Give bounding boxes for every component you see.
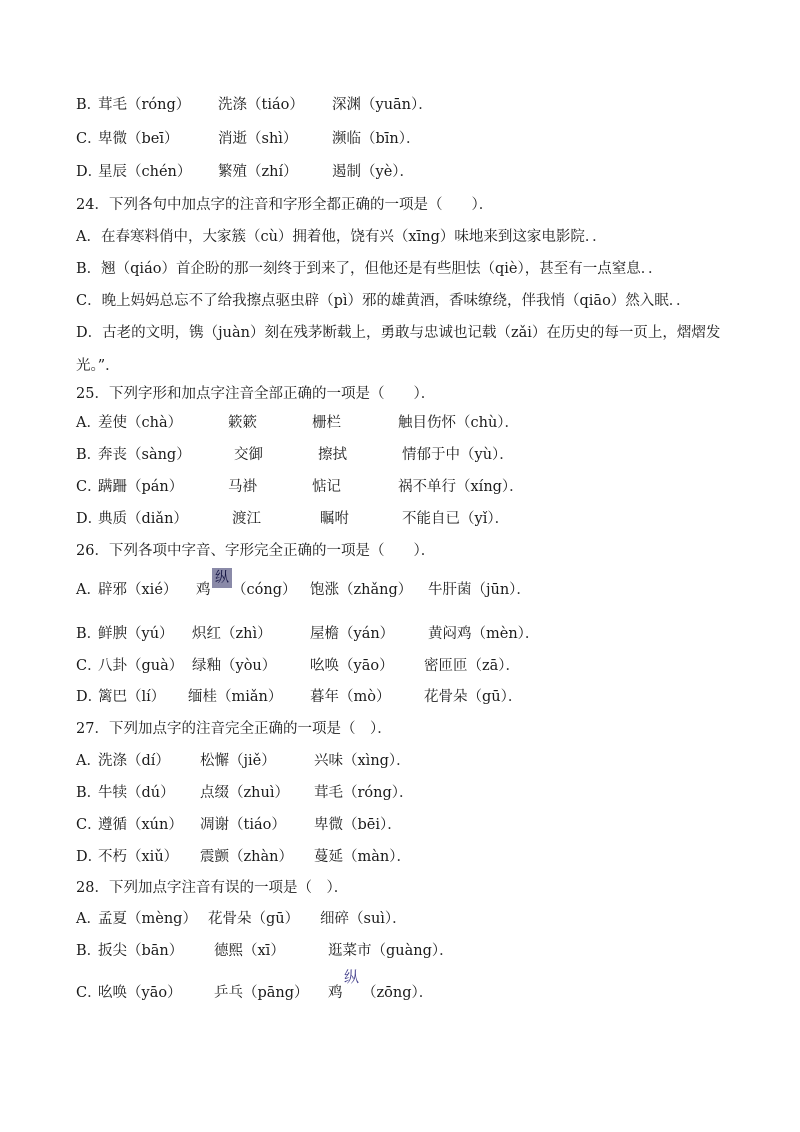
option-letter: D． bbox=[76, 689, 103, 705]
stamp-character: 纵 bbox=[212, 568, 232, 588]
word-item: 交御 bbox=[234, 447, 263, 463]
word-item: 茸毛（róng）． bbox=[314, 785, 414, 801]
word-item: 消逝（shì） bbox=[218, 131, 298, 147]
stamp-character: 纵 bbox=[344, 968, 360, 986]
option-letter: B． bbox=[76, 626, 102, 642]
word-item: 八卦（guà） bbox=[98, 658, 184, 674]
word-item: 不朽（xiǔ） bbox=[98, 849, 179, 865]
word-item: 深渊（yuān）． bbox=[332, 97, 433, 113]
word-item: 松懈（jiě） bbox=[200, 753, 276, 769]
word-item: 暮年（mò） bbox=[310, 689, 391, 705]
word-item: 奔丧（sàng） bbox=[98, 447, 191, 463]
word-item: 瞩咐 bbox=[320, 511, 349, 527]
word-item: 炽红（zhì） bbox=[192, 626, 272, 642]
option-d-q24-cont: 光。”． bbox=[76, 358, 120, 374]
word-item: 鸡 bbox=[196, 582, 211, 598]
word-item: 花骨朵（gū） bbox=[208, 911, 300, 927]
word-item: 兴味（xìng）． bbox=[314, 753, 411, 769]
option-letter: B． bbox=[76, 447, 102, 463]
word-item: 遵循（xún） bbox=[98, 817, 183, 833]
word-item: 绿釉（yòu） bbox=[192, 658, 277, 674]
word-item: 蹒跚（pán） bbox=[98, 479, 184, 495]
word-item: 不能自已（yǐ）． bbox=[402, 511, 510, 527]
word-item: 黄闷鸡（mèn）． bbox=[428, 626, 540, 642]
word-item: 吆唤（yāo） bbox=[310, 658, 394, 674]
word-item: 洗涤（dí） bbox=[98, 753, 170, 769]
word-item: 渡江 bbox=[232, 511, 261, 527]
word-item: 马褂 bbox=[228, 479, 257, 495]
word-item: 鲜腴（yú） bbox=[98, 626, 174, 642]
word-item: 遏制（yè）． bbox=[332, 164, 415, 180]
question-24: 24．下列各句中加点字的注音和字形全都正确的一项是（ ）． bbox=[76, 197, 494, 213]
option-letter: A． bbox=[76, 911, 101, 927]
word-item: 差使（chà） bbox=[98, 415, 183, 431]
option-letter: B． bbox=[76, 943, 102, 959]
word-item: 缅桂（miǎn） bbox=[188, 689, 283, 705]
option-letter: D． bbox=[76, 849, 103, 865]
word-item: 繁殖（zhí） bbox=[218, 164, 298, 180]
word-item: 饱涨（zhǎng） bbox=[310, 582, 413, 598]
word-item: 点缀（zhuì） bbox=[200, 785, 289, 801]
option-b-q24: B．翘（qiáo）首企盼的那一刻终于到来了，但他还是有些胆怯（qiè），甚至有一点窒息．． bbox=[76, 261, 663, 277]
option-letter: C． bbox=[76, 658, 102, 674]
question-25: 25．下列字形和加点字注音全部正确的一项是（ ）． bbox=[76, 386, 436, 402]
option-letter: B． bbox=[76, 97, 102, 113]
option-letter: C． bbox=[76, 985, 102, 1001]
word-item: 典质（diǎn） bbox=[98, 511, 188, 527]
option-letter: C． bbox=[76, 131, 102, 147]
word-item: 茸毛（róng） bbox=[98, 97, 191, 113]
word-item: 簌簌 bbox=[228, 415, 257, 431]
word-item: 花骨朵（gū）． bbox=[424, 689, 523, 705]
word-item: 吆唤（yāo） bbox=[98, 985, 182, 1001]
word-item: 擦拭 bbox=[318, 447, 347, 463]
word-item: 触目伤怀（chù）． bbox=[398, 415, 520, 431]
word-item: （cóng） bbox=[232, 582, 297, 598]
word-item: 卑微（beī） bbox=[98, 131, 179, 147]
word-item: 凋谢（tiáo） bbox=[200, 817, 286, 833]
word-item: 卑微（bēi）． bbox=[314, 817, 402, 833]
word-item: 密匝匝（zā）． bbox=[424, 658, 521, 674]
question-27: 27．下列加点字的注音完全正确的一项是（ ）． bbox=[76, 721, 392, 737]
word-item: 孟夏（mèng） bbox=[98, 911, 197, 927]
option-letter: D． bbox=[76, 164, 103, 180]
word-item: 辟邪（xié） bbox=[98, 582, 178, 598]
word-item: 牛肝菌（jūn）． bbox=[428, 582, 531, 598]
option-d-q24: D．古老的文明，镌（juàn）刻在残茅断载上，勇敢与忠诚也记载（zǎi）在历史的每一页上，熠熠发 bbox=[76, 325, 721, 341]
word-item: 星辰（chén） bbox=[98, 164, 192, 180]
word-item: 扳尖（bān） bbox=[98, 943, 184, 959]
option-c-q24: C．晚上妈妈总忘不了给我擦点驱虫辟（pì）邪的雄黄酒，香味缭绕，伴我悄（qiāo）然入眠．． bbox=[76, 293, 691, 309]
option-letter: B． bbox=[76, 785, 102, 801]
word-item: 惦记 bbox=[312, 479, 341, 495]
word-item: 逛菜市（guàng）． bbox=[328, 943, 454, 959]
word-item: 洗涤（tiáo） bbox=[218, 97, 304, 113]
question-26: 26．下列各项中字音、字形完全正确的一项是（ ）． bbox=[76, 543, 436, 559]
word-item: 牛犊（dú） bbox=[98, 785, 175, 801]
word-item: 栅栏 bbox=[312, 415, 341, 431]
word-item: 震颤（zhàn） bbox=[200, 849, 293, 865]
word-item: 乒乓（pāng） bbox=[214, 985, 309, 1001]
word-item: 濒临（bīn）． bbox=[332, 131, 421, 147]
word-item: 细碎（suì）． bbox=[320, 911, 407, 927]
option-letter: D． bbox=[76, 511, 103, 527]
option-letter: A． bbox=[76, 415, 101, 431]
option-letter: A． bbox=[76, 753, 101, 769]
word-item: 情郁于中（yù）． bbox=[402, 447, 514, 463]
word-item: 鸡 bbox=[328, 985, 343, 1001]
question-28: 28．下列加点字注音有误的一项是（ ）． bbox=[76, 880, 349, 896]
option-letter: C． bbox=[76, 817, 102, 833]
word-item: 篱巴（lí） bbox=[98, 689, 166, 705]
option-letter: C． bbox=[76, 479, 102, 495]
word-item: （zōng）． bbox=[362, 985, 434, 1001]
word-item: 德熙（xī） bbox=[214, 943, 285, 959]
word-item: 屋檐（yán） bbox=[310, 626, 395, 642]
word-item: 蔓延（màn）． bbox=[314, 849, 411, 865]
word-item: 祸不单行（xíng）． bbox=[398, 479, 524, 495]
option-letter: A． bbox=[76, 582, 101, 598]
option-a-q24: A．在春寒料俏中，大家簇（cù）拥着他，饶有兴（xīng）味地来到这家电影院．． bbox=[76, 229, 607, 245]
